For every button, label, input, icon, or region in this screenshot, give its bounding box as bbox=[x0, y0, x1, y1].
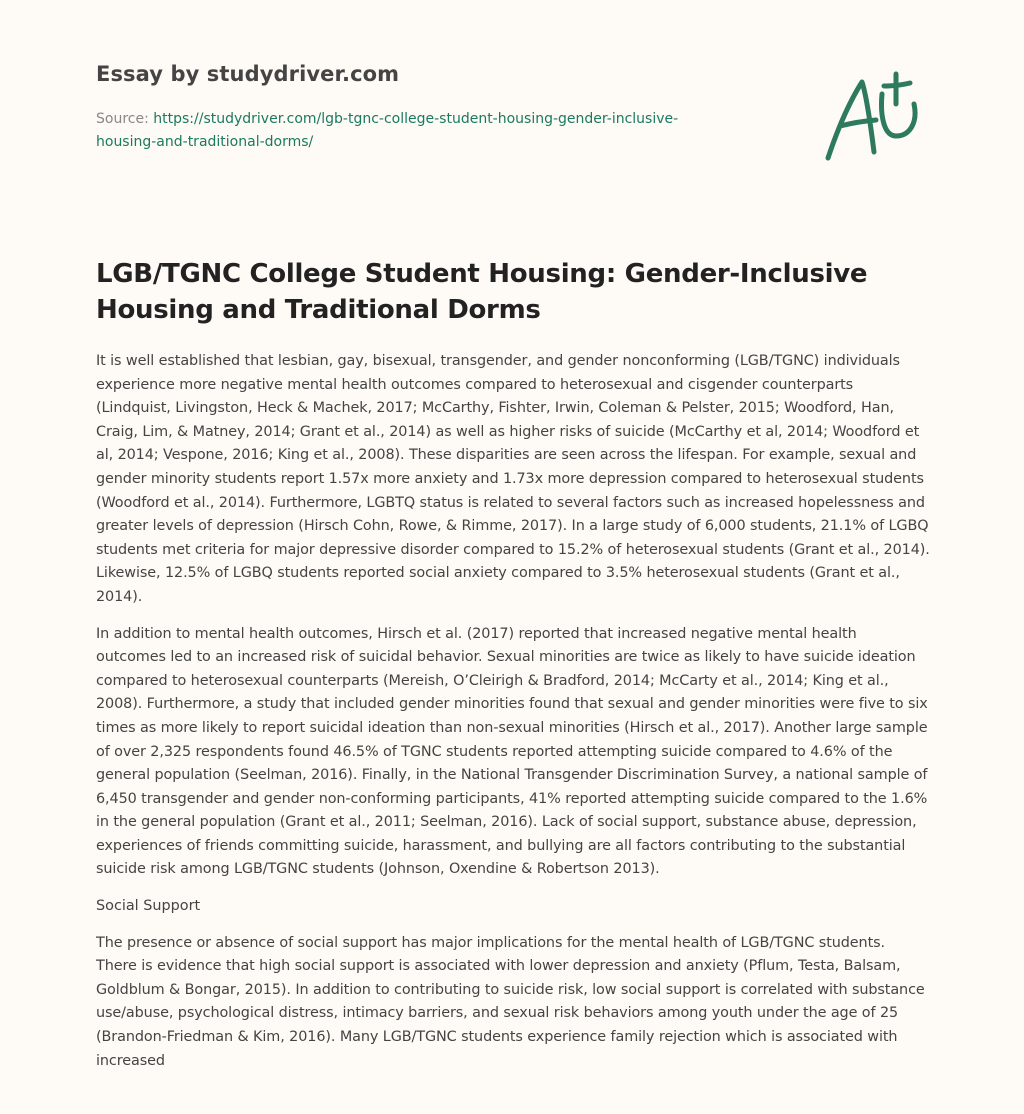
source-line bbox=[96, 108, 736, 154]
source-label: Source: bbox=[96, 111, 149, 127]
paragraph-2: In addition to mental health outcomes, Hirsch et al. (2017) reported that increased negative mental health outcomes led to an increased risk of suicidal behavior. Sexual minorities are twice as likely to have suicide ideation compared to heterosexual counterparts (Mereish, O’Cleirigh & Bradford, 2014; McCarty et al., 2014; King et al., 2008). Furthermore, a study that included gender minorities found that sexual and gender minorities were five to six times as more likely to report suicidal ideation than non-sexual minorities (Hirsch et al., 2017). Another large sample of over 2,325 respondents found 46.5% of TGNC students reported attempting suicide compared to 4.6% of the general population (Seelman, 2016). Finally, in the National Transgender Discrimination Survey, a national sample of 6,450 transgender and gender non-conforming participants, 41% reported attempting suicide compared to the 1.6% in the general population (Grant et al., 2011; Seelman, 2016). Lack of social support, substance abuse, depression, experiences of friends committing suicide, harassment, and bullying are all factors contributing to the substantial suicide risk among LGB/TGNC students (Johnson, Oxendine & Robertson 2013). bbox=[96, 625, 928, 878]
paragraph-3: The presence or absence of social support has major implications for the mental health of LGB/TGNC students. There is evidence that high social support is associated with lower depression and anxiety (Pflum, Testa, Balsam, Goldblum & Bongar, 2015). In addition to contributing to suicide risk, low social support is correlated with substance use/abuse, psychological distress, intimacy barriers, and sexual risk behaviors among youth under the age of 25 (Brandon-Friedman & Kim, 2016). Many LGB/TGNC students experience family rejection which is associated with increased bbox=[96, 934, 925, 1069]
header bbox=[96, 62, 736, 154]
section-heading-social-support: Social Support bbox=[96, 898, 201, 915]
essay-content bbox=[96, 256, 930, 1086]
a-plus-icon bbox=[822, 68, 928, 166]
source-link[interactable]: https://studydriver.com/lgb-tgnc-college-student-housing-gender-inclusive-housing-and-traditional-dorms/ bbox=[96, 111, 679, 150]
site-title: Essay by studydriver.com bbox=[96, 62, 400, 86]
paragraph-1: It is well established that lesbian, gay, bisexual, transgender, and gender nonconforming (LGB/TGNC) individuals experience more negative mental health outcomes compared to heterosexual and cisgender counterparts (Lindquist, Livingston, Heck & Machek, 2017; McCarthy, Fishter, Irwin, Coleman & Pelster, 2015; Woodford, Han, Craig, Lim, & Matney, 2014; Grant et al., 2014) as well as higher risks of suicide (McCarthy et al, 2014; Woodford et al, 2014; Vespone, 2016; King et al., 2008). These disparities are seen across the lifespan. For example, sexual and gender minority students report 1.57x more anxiety and 1.73x more depression compared to heterosexual students (Woodford et al., 2014). Furthermore, LGBTQ status is related to several factors such as increased hopelessness and greater levels of depression (Hirsch Cohn, Rowe, & Rimme, 2017). In a large study of 6,000 students, 21.1% of LGBQ students met criteria for major depressive disorder compared to 15.2% of heterosexual students (Grant et al., 2014). Likewise, 12.5% of LGBQ students reported social anxiety compared to 3.5% heterosexual students (Grant et al., 2014). bbox=[96, 353, 930, 605]
essay-title: LGB/TGNC College Student Housing: Gender-Inclusive Housing and Traditional Dorms bbox=[96, 259, 868, 325]
